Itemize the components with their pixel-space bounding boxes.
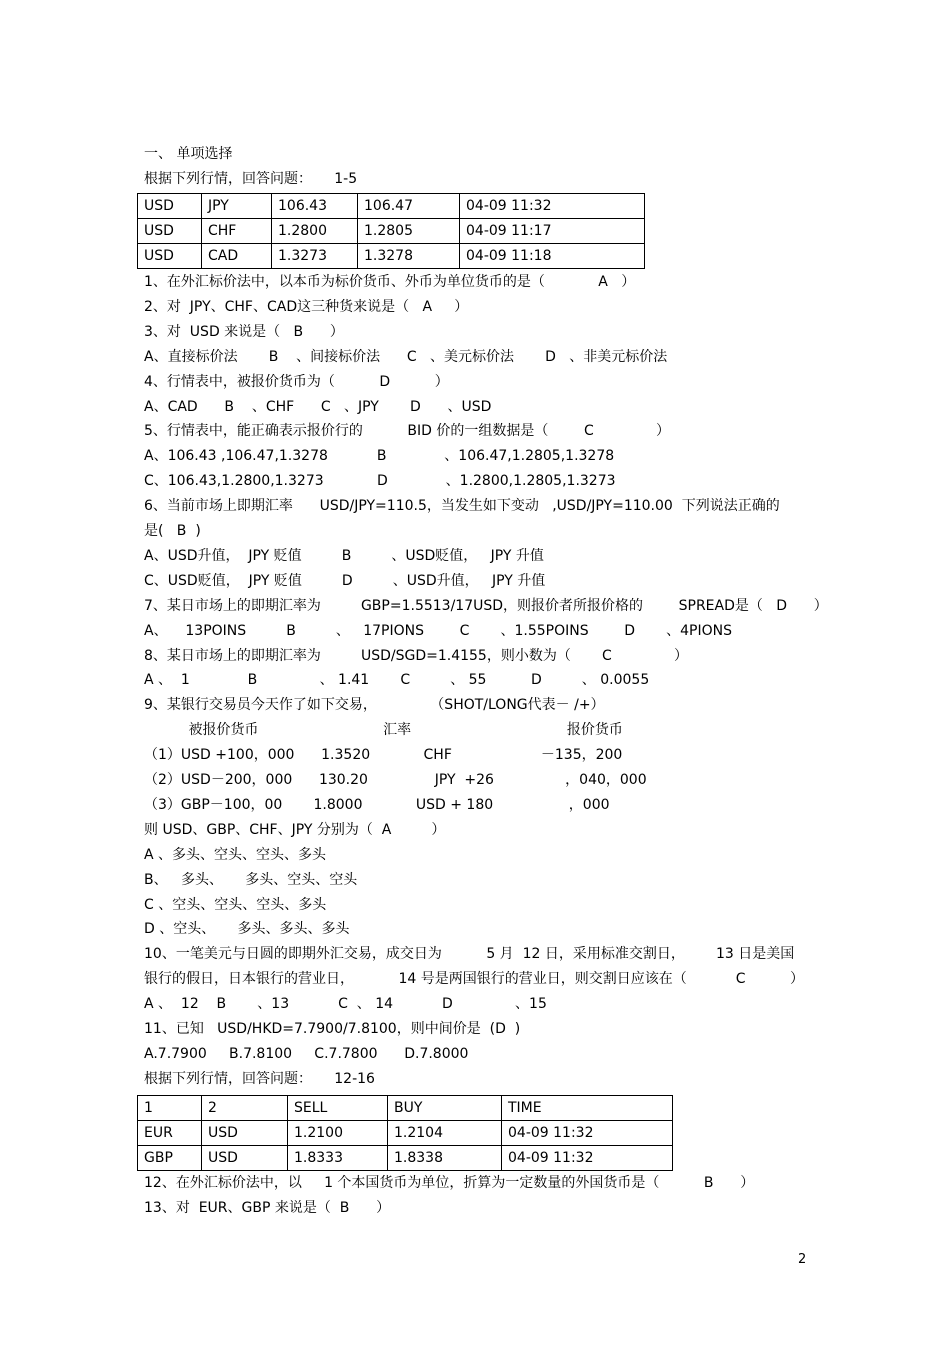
table-cell: 1.8338 <box>388 1146 502 1171</box>
text-line: 则 USD、GBP、CHF、JPY 分别为（ A ） <box>144 821 446 838</box>
text-line: 3、对 USD 来说是（ B ） <box>144 323 344 340</box>
table-cell: 04-09 11:32 <box>460 194 645 219</box>
table-cell: 1 <box>138 1096 202 1121</box>
text-line: 银行的假日，日本银行的营业日， 14 号是两国银行的营业日，则交割日应该在（ C ） <box>144 971 804 988</box>
text-line: A 、 1 B 、 1.41 C 、 55 D 、 0.0055 <box>144 672 650 689</box>
table-cell: 106.43 <box>272 194 358 219</box>
table-cell: BUY <box>388 1096 502 1121</box>
text-line: 12、在外汇标价法中，以 1 个本国货币为单位，折算为一定数量的外国货币是（ B ） <box>144 1175 755 1191</box>
table-row <box>138 1146 673 1171</box>
text-line: 7、某日市场上的即期汇率为 GBP=1.5513/17USD，则报价者所报价格的 SPREAD是（ D ） <box>144 597 828 614</box>
text-line: A、直接标价法 B 、间接标价法 C 、美元标价法 D 、非美元标价法 <box>144 348 668 365</box>
table-cell: GBP <box>138 1146 202 1171</box>
table-cell: 1.8333 <box>288 1146 388 1171</box>
table-cell: CAD <box>202 244 272 269</box>
text-line: A.7.7900 B.7.8100 C.7.7800 D.7.8000 <box>144 1045 469 1062</box>
table-row <box>138 194 645 219</box>
table-cell: USD <box>202 1121 288 1146</box>
table-cell: 1.3278 <box>358 244 460 269</box>
table-cell: EUR <box>138 1121 202 1146</box>
text-line: 9、某银行交易员今天作了如下交易， （SHOT/LONG代表－ /+） <box>144 697 605 714</box>
text-line: 10、一笔美元与日圆的即期外汇交易，成交日为 5 月 12 日，采用标准交割日， 13 日是美国 <box>144 946 795 963</box>
table-row <box>138 1121 673 1146</box>
table-cell: JPY <box>202 194 272 219</box>
text-line: 被报价货币 汇率 报价货币 <box>144 722 623 739</box>
table-cell: CHF <box>202 219 272 244</box>
table-cell: USD <box>138 194 202 219</box>
text-line: C 、空头、空头、空头、多头 <box>144 896 327 913</box>
table-cell: 04-09 11:32 <box>502 1121 673 1146</box>
table-cell: USD <box>138 219 202 244</box>
text-line: D 、空头、 多头、多头、多头 <box>144 921 350 938</box>
table-cell: USD <box>202 1146 288 1171</box>
text-line: C、USD贬值， JPY 贬值 D 、USD升值， JPY 升值 <box>144 572 546 589</box>
table-cell: 1.3273 <box>272 244 358 269</box>
table-cell: 04-09 11:17 <box>460 219 645 244</box>
text-line: 13、对 EUR、GBP 来说是（ B ） <box>144 1200 391 1216</box>
text-line: 根据下列行情，回答问题： 12-16 <box>144 1070 375 1087</box>
text-line: 4、行情表中，被报价货币为（ D ） <box>144 373 449 390</box>
table-cell: USD <box>138 244 202 269</box>
table-row <box>138 1096 673 1121</box>
page-number: 2 <box>798 1252 807 1267</box>
text-line: A、CAD B 、CHF C 、JPY D 、USD <box>144 398 492 415</box>
text-line: 5、行情表中，能正确表示报价行的 BID 价的一组数据是（ C ） <box>144 423 671 440</box>
text-line: 是( B ) <box>144 523 201 539</box>
table1-intro: 根据下列行情，回答问题： 1-5 <box>144 171 358 187</box>
text-line: 6、当前市场上即期汇率 USD/JPY=110.5，当发生如下变动 ,USD/JPY=110.00 下列说法正确的 <box>144 498 780 515</box>
table-cell: 04-09 11:32 <box>502 1146 673 1171</box>
table-cell: 04-09 11:18 <box>460 244 645 269</box>
table-cell: TIME <box>502 1096 673 1121</box>
table-cell: 1.2104 <box>388 1121 502 1146</box>
table-cell: 1.2805 <box>358 219 460 244</box>
text-line: 11、已知 USD/HKD=7.7900/7.8100，则中间价是 (D ) <box>144 1021 521 1037</box>
quote-table-1 <box>137 193 645 269</box>
text-line: A 、多头、空头、空头、多头 <box>144 846 327 863</box>
text-line: A、USD升值， JPY 贬值 B 、USD贬值， JPY 升值 <box>144 547 544 564</box>
table-cell: 2 <box>202 1096 288 1121</box>
text-line: A、106.43 ,106.47,1.3278 B 、106.47,1.2805,1.3278 <box>144 448 615 465</box>
text-line: （3）GBP－100，00 1.8000 USD + 180 ，000 <box>144 796 610 813</box>
table-cell: 1.2100 <box>288 1121 388 1146</box>
table-row <box>138 219 645 244</box>
text-line: 2、对 JPY、CHF、CAD这三种货来说是（ A ） <box>144 298 469 315</box>
text-line: B、 多头、 多头、空头、空头 <box>144 871 358 888</box>
text-line: 8、某日市场上的即期汇率为 USD/SGD=1.4155，则小数为（ C ） <box>144 647 689 664</box>
text-line: （1）USD +100，000 1.3520 CHF －135，200 <box>144 747 623 764</box>
table-cell: 1.2800 <box>272 219 358 244</box>
text-line: A、 13POINS B 、 17PIONS C 、1.55POINS D 、4PIONS <box>144 622 733 639</box>
text-line: 1、在外汇标价法中，以本币为标价货币、外币为单位货币的是（ A ） <box>144 274 636 290</box>
table-cell: 106.47 <box>358 194 460 219</box>
text-line: （2）USD－200，000 130.20 JPY +26 ，040，000 <box>144 772 647 788</box>
quote-table-2 <box>137 1095 673 1171</box>
table-cell: SELL <box>288 1096 388 1121</box>
text-line: A 、 12 B 、13 C 、 14 D 、15 <box>144 996 547 1013</box>
text-line: C、106.43,1.2800,1.3273 D 、1.2800,1.2805,1.3273 <box>144 473 616 490</box>
section-title: 一、 单项选择 <box>144 146 233 162</box>
table-row <box>138 244 645 269</box>
